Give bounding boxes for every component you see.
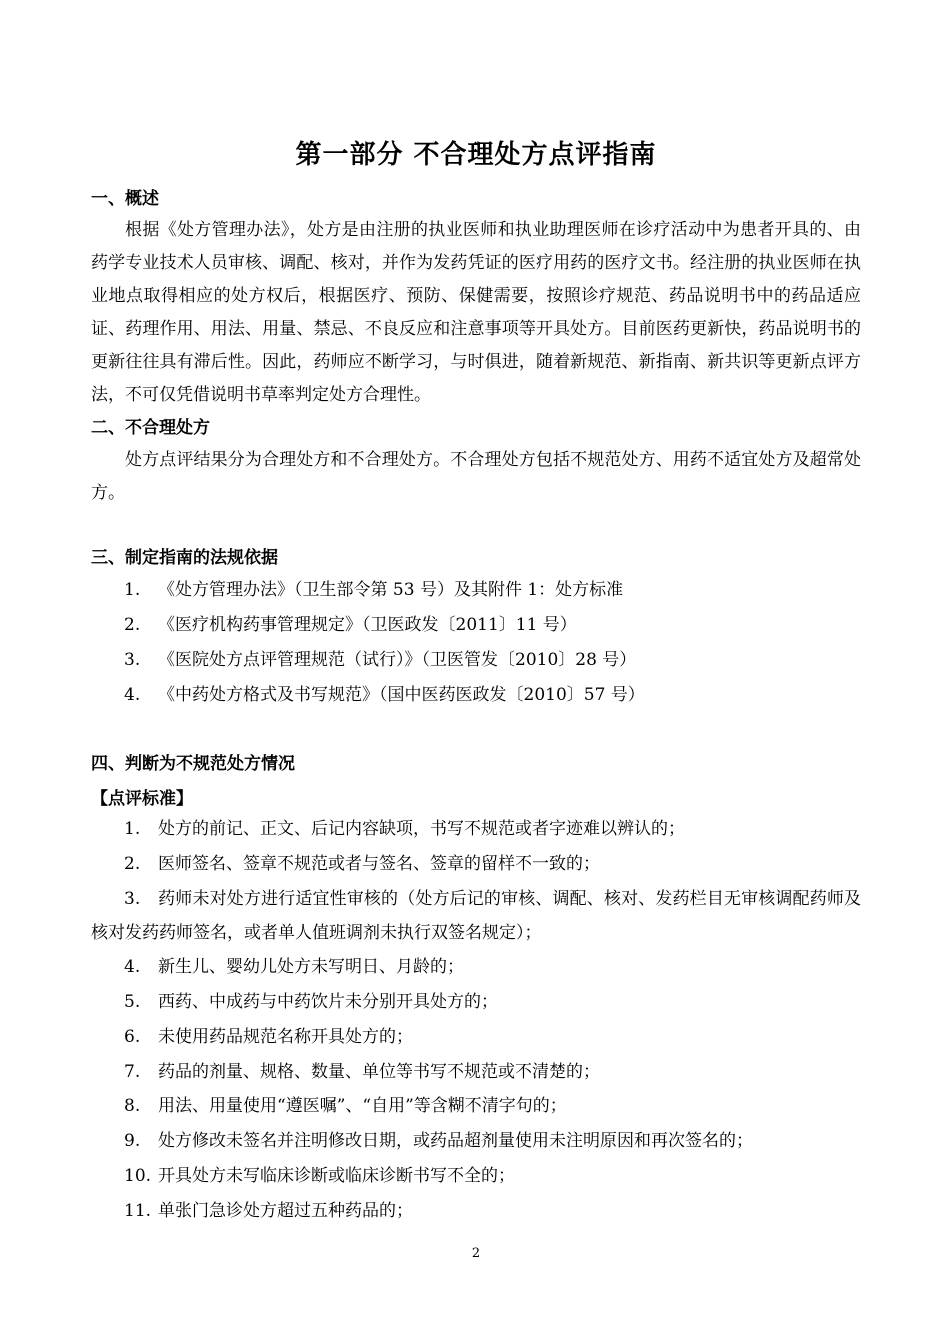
list-item (124, 574, 861, 607)
list-item-text: 新生儿、婴幼儿处方未写明日、月龄的； (158, 957, 464, 977)
list-item-number: 2. (124, 615, 141, 635)
section-heading-irrational-prescription: 二、不合理处方 (91, 418, 210, 438)
document-page (91, 0, 861, 1344)
list-item (124, 1160, 861, 1193)
list-item-text: 《处方管理办法》（卫生部令第 53 号）及其附件 1：处方标准 (158, 580, 624, 600)
section-heading-overview: 一、概述 (91, 189, 159, 209)
list-item-number: 1. (124, 819, 141, 839)
list-item (124, 848, 861, 881)
list-item (124, 644, 861, 677)
list-item-number: 1. (124, 580, 141, 600)
list-item-text: 开具处方未写临床诊断或临床诊断书写不全的； (158, 1166, 515, 1186)
list-item-number: 3. (124, 889, 141, 909)
page-number: 2 (471, 1246, 481, 1261)
list-item-number: 10. (124, 1166, 152, 1186)
list-item-text: 处方的前记、正文、后记内容缺项，书写不规范或者字迹难以辨认的； (158, 819, 685, 839)
list-item-text: 《医院处方点评管理规范（试行）》（卫医管发〔2010〕28 号） (158, 650, 637, 670)
list-item (91, 882, 861, 950)
list-item-number: 2. (124, 854, 141, 874)
list-item-number: 4. (124, 957, 141, 977)
list-item (124, 951, 861, 984)
review-criteria-subheading: 【点评标准】 (91, 789, 193, 809)
list-item-text: 用法、用量使用“遵医嘱”、“自用”等含糊不清字句的； (158, 1096, 567, 1116)
list-item-text: 药师未对处方进行适宜性审核的（处方后记的审核、调配、核对、发药栏目无审核调配药师及核对发药药师签名，或者单人值班调剂未执行双签名规定）； (91, 889, 861, 943)
list-item (124, 813, 861, 846)
list-item-number: 5. (124, 992, 141, 1012)
irrational-prescription-paragraph: 处方点评结果分为合理处方和不合理处方。不合理处方包括不规范处方、用药不适宜处方及超常处方。 (91, 450, 861, 503)
list-item-text: 单张门急诊处方超过五种药品的； (158, 1201, 413, 1221)
list-item-text: 《医疗机构药事管理规定》（卫医政发〔2011〕11 号） (158, 615, 577, 635)
list-item (124, 1090, 861, 1123)
list-item-number: 9. (124, 1131, 141, 1151)
section-heading-legal-basis: 三、制定指南的法规依据 (91, 548, 278, 568)
overview-paragraph: 根据《处方管理办法》，处方是由注册的执业医师和执业助理医师在诊疗活动中为患者开具的、由药学专业技术人员审核、调配、核对，并作为发药凭证的医疗用药的医疗文书。经注册的执业医师在执业地点取得相应的处方权后，根据医疗、预防、保健需要，按照诊疗规范、药品说明书中的药品适应证、药理作用、用法、用量、禁忌、不良反应和注意事项等开具处方。目前医药更新快，药品说明书的更新往往具有滞后性。因此，药师应不断学习，与时俱进，随着新规范、新指南、新共识等更新点评方法，不可仅凭借说明书草率判定处方合理性。 (91, 220, 861, 405)
list-item (124, 1125, 861, 1158)
section-heading-nonstandard-prescription: 四、判断为不规范处方情况 (91, 754, 295, 774)
list-item (124, 609, 861, 642)
list-item-text: 《中药处方格式及书写规范》（国中医药医政发〔2010〕57 号） (158, 685, 645, 705)
list-item (124, 986, 861, 1019)
list-item-number: 3. (124, 650, 141, 670)
list-item-number: 11. (124, 1201, 152, 1221)
list-item-text: 药品的剂量、规格、数量、单位等书写不规范或不清楚的； (158, 1062, 600, 1082)
list-item-text: 未使用药品规范名称开具处方的； (158, 1027, 413, 1047)
list-item-text: 西药、中成药与中药饮片未分别开具处方的； (158, 992, 498, 1012)
list-item-number: 6. (124, 1027, 141, 1047)
list-item-number: 4. (124, 685, 141, 705)
page-title: 第一部分 不合理处方点评指南 (295, 140, 657, 170)
list-item-text: 医师签名、签章不规范或者与签名、签章的留样不一致的； (158, 854, 600, 874)
list-item-number: 8. (124, 1096, 141, 1116)
list-item (124, 1021, 861, 1054)
list-item (124, 679, 861, 712)
list-item (124, 1056, 861, 1089)
list-item-text: 处方修改未签名并注明修改日期，或药品超剂量使用未注明原因和再次签名的； (158, 1131, 753, 1151)
list-item (124, 1195, 861, 1228)
list-item-number: 7. (124, 1062, 141, 1082)
